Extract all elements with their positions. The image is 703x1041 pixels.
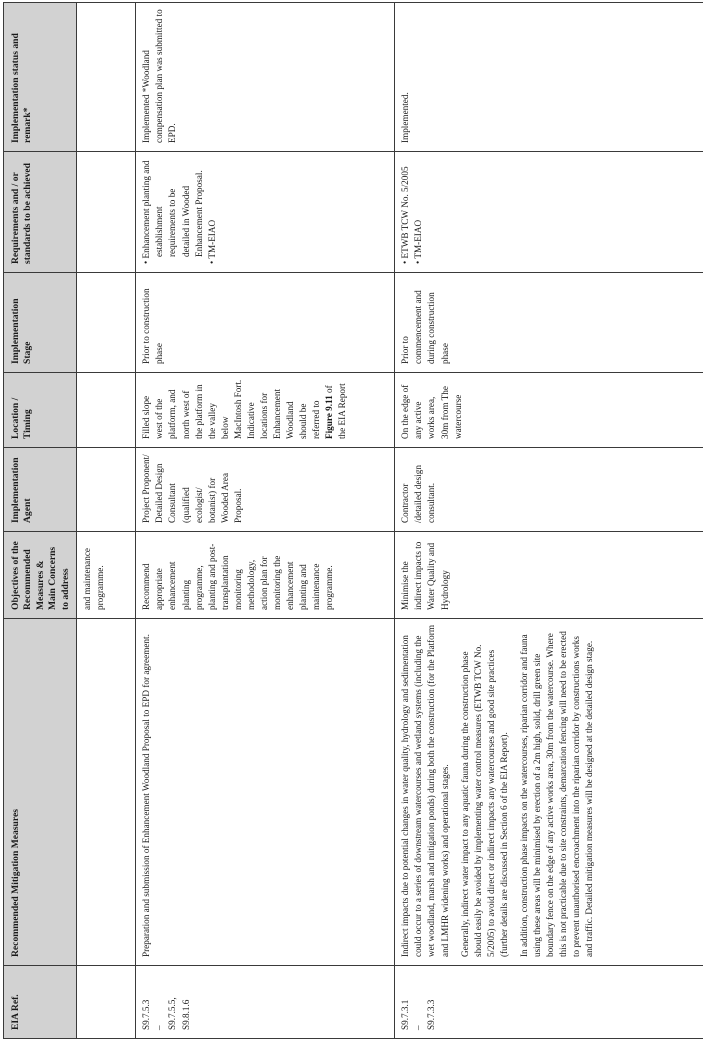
requirement-item: • ETWB TCW No. 5/2005 [400,166,411,264]
cell-measures [77,619,136,966]
cell-status: Implemented. [395,3,703,152]
cell-agent: Project Proponent/ Detailed Design Consultant (qualified ecologist/ botanist) for Wooded Area Proposal. [136,448,395,532]
cell-requirements [77,152,136,273]
ref-line: S9.7.5.3 [141,999,152,1030]
requirement-item: • Enhancement planting and establishment requirements to be detailed in Wooded Enhancement Proposal. [141,160,204,264]
cell-ref [136,966,395,1039]
figure-reference: Figure 9.11 [324,395,335,439]
table-row-continuation [77,3,136,1039]
cell-stage: Prior to commencement and during construction phase [395,273,703,373]
mitigation-measures-table [3,2,703,1039]
cell-measures: Preparation and submission of Enhancement Woodland Proposal to EPD for agreement. [136,619,395,966]
header-eia-ref: EIA Ref. [4,966,77,1039]
header-stage: Implementation Stage [4,273,77,373]
ref-line: S9.7.3.1 [400,999,411,1030]
measure-paragraph: Generally, indirect water impact to any aquatic fauna during the construction phase should easily be avoided by implementing water control measures (ETWB TCW No. 5/2005) to avoid direct or indirect impacts any watercourses and good site practices (further details are discussed in Section 6 of the EIA Report). [459,644,509,957]
ref-line: – [154,1025,165,1030]
requirement-item: • TM-EIAO [413,219,424,264]
ref-line: S9.7.3.3 [426,999,437,1030]
table-row-water-quality [395,3,703,1039]
cell-location: On the edge of any active works area, 30m from The watercourse [395,373,703,448]
ref-line: S9.8.1.6 [180,999,191,1030]
measure-paragraph: Indirect impacts due to potential changes in water quality, hydrology and sedimentation could occur to a series of downstream watercourses and wetland systems (including the wet woodland, marsh and mitigation ponds) during both the construction (for the Platform and LMHR widening works) and operational stages. [400,625,450,957]
cell-objectives: Recommend appropriate enhancement planting programme, planting and post-transplantation monitoring methodology, action plan for monitoring the enhancement planting and maintenance programme. [136,532,395,619]
table-row-woodland [136,3,395,1039]
cell-status: Implemented *Woodland compensation plan was submitted to EPD. [136,3,395,152]
cell-agent: Contractor /detailed design consultant. [395,448,703,532]
measure-paragraph: In addition, construction phase impacts on the watercourses, riparian corridor and fauna using these areas will be minimised by erection of a 2m high, solid, drill green site boundary fence on the edge of any active works area, 30m from the watercourse. Where this is not practicable due to site constraints, demarcation fencing will need to be erected to prevent unauthorised encroachment into the riparian corridor by constructions works and traffic. Detailed mitigation measures will be designed at the detailed design stage. [518,631,595,957]
cell-location [77,373,136,448]
header-requirements: Requirements and / or standards to be achieved [4,152,77,273]
ref-line: S9.7.5.5, [167,997,178,1030]
ref-line: – [413,1025,424,1030]
header-status: Implementation status and remark* [4,3,77,152]
cell-location [136,373,395,448]
location-tail: of the EIA Report [324,383,348,439]
cell-status [77,3,136,152]
cell-stage [77,273,136,373]
cell-objectives: and maintenance programme. [77,532,136,619]
header-row [4,3,77,1039]
header-measures: Recommended Mitigation Measures [4,619,77,966]
header-agent: Implementation Agent [4,448,77,532]
cell-stage: Prior to construction phase [136,273,395,373]
cell-requirements [136,152,395,273]
cell-requirements [395,152,703,273]
cell-agent [77,448,136,532]
location-text: Filled slope west of the platform, and north west of the platform in the valley below MacIntosh Fort. Indicative locations for Enhancement Woodland should be referred to [141,379,322,439]
cell-ref [395,966,703,1039]
cell-ref [77,966,136,1039]
header-location: Location / Timing [4,373,77,448]
cell-measures [395,619,703,966]
cell-objectives: Minimise the indirect impacts to Water Quality and Hydrology [395,532,703,619]
requirement-item: • TM-EIAO [206,219,217,264]
header-objectives: Objectives of the Recommended Measures & Main Concerns to address [4,532,77,619]
